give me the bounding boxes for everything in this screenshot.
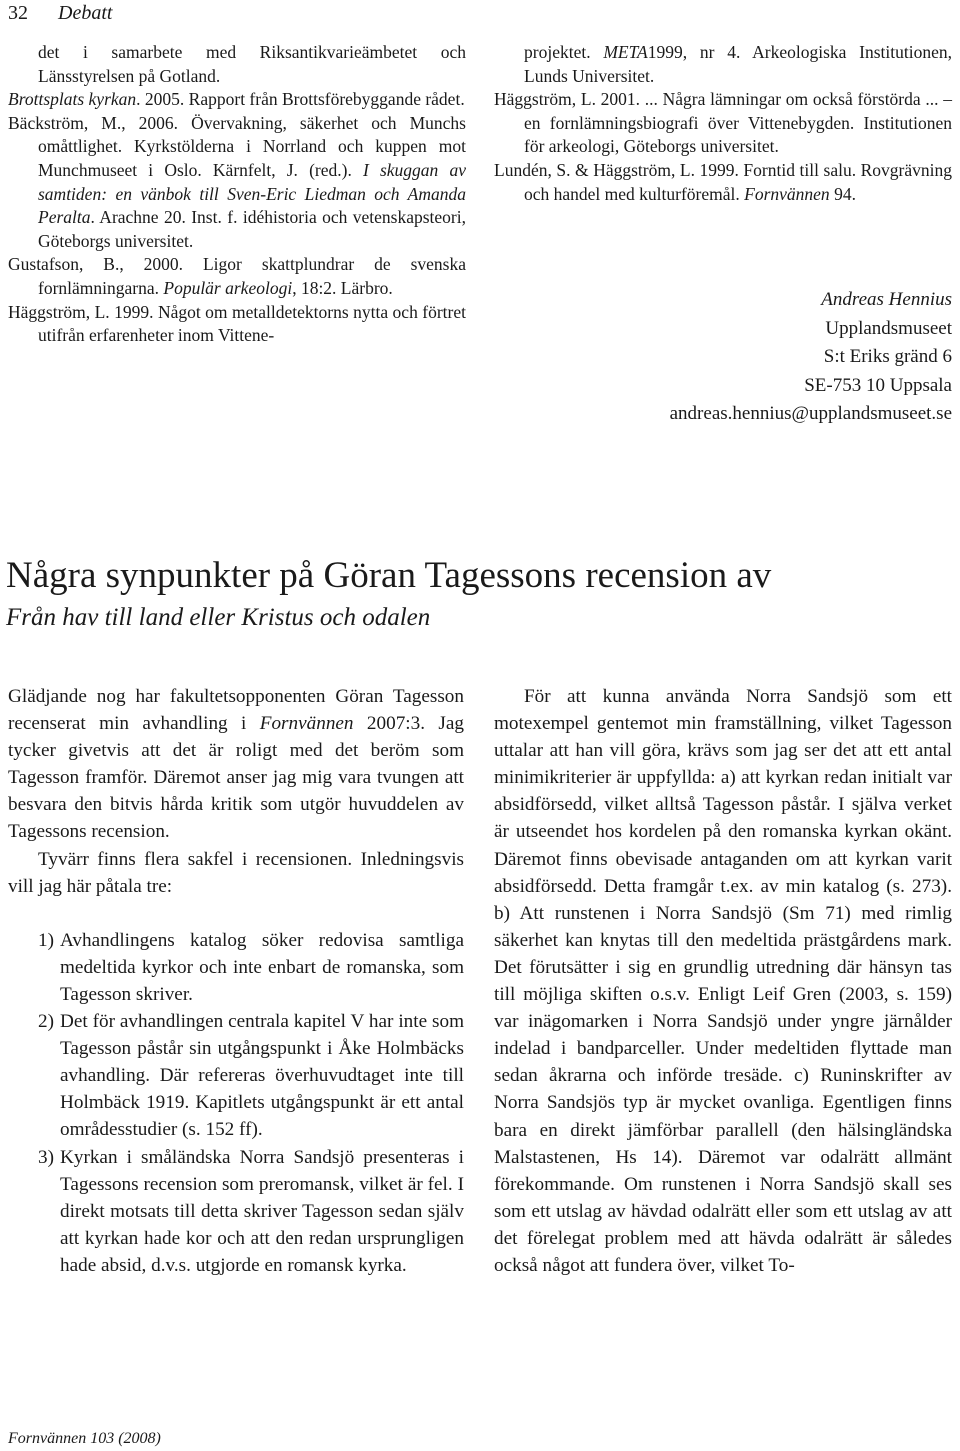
body-left-column — [8, 683, 464, 1279]
reference-text: 94. — [829, 183, 856, 204]
reference-text: Lundén, S. & Häggström, L. 1999. Forntid till salu. Rovgrävning och handel med kulturföremål. — [494, 159, 952, 204]
list-item-text: Avhandlingens katalog söker redovisa samtliga medeltida kyrkor och inte enbart de romanska, som Tagesson skriver. — [60, 929, 464, 1005]
reference-entry — [494, 159, 952, 206]
reference-continuation: det i samarbete med Riksantikvarieämbetet och Länsstyrelsen på Gotland. — [38, 42, 466, 86]
page-number: 32 — [8, 2, 28, 24]
section-title: Debatt — [58, 2, 113, 24]
article-subtitle: Från hav till land eller Kristus och odalen — [6, 604, 431, 631]
reference-entry — [8, 88, 466, 112]
paragraph: För att kunna använda Norra Sandsjö som ett motexempel gentemot min framställning, vilket Tagesson uttalar att han vill göra, krävs som jag ser det att ett antal minimikriterier är uppfyllda: a) att kyrkan redan initialt var absidförsedd, vilket alltså Tagesson påstår. I själva verket är utseendet hos kordelen på den romanska kyrkan okänt. Däremot finns obevisade antaganden om att kyrkan varit absidförsedd. Detta framgår t.ex. av min katalog (s. 273). b) Att runstenen i Norra Sandsjö (Sm 71) med rimlig säkerhet kan knytas till den medeltida prästgårdens mark. Det förutsätter i sig en grundlig utredning där hänsyn tas till möjliga skiften o.s.v. Enligt Leif Gren (2003, s. 159) var inägomarken i Norra Sandsjö under yngre järnålder indelad i bandparceller. Under medeltiden flyttade man sedan åkrarna och införde tresäde. c) Runinskrifter av Norra Sandsjös typ är mycket ovanliga. Egentligen finns bara en direkt jämförbar parallell (den hälsingländska Malstastenen, Hs 14). Däremot var odalrätt allmänt förekommande. Om runstenen i Norra Sandsjö skall ses som ett utslag av hävdad odalrätt eller som ett utslag av att det förelegat problem med att hävda odalrätt är således också något att fundera över, vilket To- — [494, 686, 952, 1276]
list-marker: 1) — [38, 929, 54, 951]
author-org: Upplandsmuseet — [825, 317, 952, 339]
list-item-text: Det för avhandlingen centrala kapitel V har inte som Tagesson påstår sin utgångspunkt i Åke Holmbäcks avhandling. Där refereras överhuvudtaget inte till Holmbäck 1919. Kapitlets utgångspunkt är ett antal områdesstudier (s. 152 ff). — [60, 1011, 464, 1141]
spacer — [8, 900, 464, 927]
paragraph-text: Glädjande nog har fakultetsopponenten Göran Tagesson recenserat min avhandling i — [8, 686, 464, 735]
list-marker: 2) — [38, 1011, 54, 1033]
reference-text: , 18:2. Lärbro. — [292, 277, 393, 298]
list-marker: 3) — [38, 1146, 54, 1168]
reference-title: Brottsplats kyrkan — [8, 89, 137, 110]
author-signature — [670, 286, 952, 429]
list-item-text: Kyrkan i småländska Norra Sandsjö presenteras i Tagessons recension som preromansk, vilket är fel. I direkt motsats till detta skriver Tagesson sedan själv att kyrkan hade kor och att den redan ursprungligen hade absid, d.v.s. utgjorde en romansk kyrka. — [60, 1146, 464, 1276]
page-footer: Fornvännen 103 (2008) — [8, 1430, 161, 1447]
author-city: SE-753 10 Uppsala — [804, 374, 952, 396]
author-email: andreas.hennius@upplandsmuseet.se — [669, 403, 952, 424]
journal-name: Fornvännen — [259, 713, 354, 735]
list-item — [8, 1144, 464, 1279]
reference-text: . 2005. Rapport från Brottsförebyggande rådet. — [136, 89, 465, 110]
reference-text: Bäckström, M., 2006. Övervakning, säkerhet och Munchs omåttlighet. Kyrkstölderna i Norrland och kuppen mot Munchmuseet i Oslo. Kärnfelt, J. (red.). — [8, 112, 466, 180]
reference-entry — [8, 253, 466, 300]
reference-text: 1999, nr 4. Arkeologiska Institutionen, Lunds Universitet. — [524, 42, 952, 86]
author-street: S:t Eriks gränd 6 — [823, 346, 952, 367]
reference-title: I skuggan av samtiden: en vänbok till Sven-Eric Liedman och Amanda Peralta — [38, 159, 466, 228]
page-header — [8, 0, 112, 26]
reference-continuation — [494, 41, 952, 88]
author-name: Andreas Hennius — [821, 289, 952, 310]
paragraph: Tyvärr finns flera sakfel i recensionen. Inledningsvis vill jag här påtala tre: — [8, 848, 464, 897]
reference-text: projektet. — [524, 42, 604, 62]
reference-title: Populär arkeologi — [163, 277, 293, 298]
article-title: Några synpunkter på Göran Tagessons recension av — [6, 555, 772, 596]
reference-text: Gustafson, B., 2000. Ligor skattplundrar de svenska fornlämningarna. — [8, 254, 466, 298]
body-right-column — [494, 683, 952, 1279]
references-right-column — [494, 41, 952, 206]
reference-entry: Häggström, L. 2001. ... Några lämningar om också förstörda ... – en fornlämningsbiografi över Vittenebygden. Institutionen för arkeologi, Göteborgs universitet. — [494, 89, 952, 157]
paragraph-text: 2007:3. Jag tycker givetvis att det är roligt med det beröm som Tagesson framför. Däremot anser jag mig vara tvungen att besvara den bitvis hårda kritik som utgör huvuddelen av Tagessons recension. — [8, 713, 464, 843]
references-left-column — [8, 41, 466, 348]
reference-entry — [8, 112, 466, 254]
reference-entry: Häggström, L. 1999. Något om metalldetektorns nytta och förtret utifrån erfarenheter inom Vittene- — [8, 301, 466, 346]
paragraph — [8, 683, 464, 846]
list-item — [8, 927, 464, 1008]
reference-text: . Arachne 20. Inst. f. idéhistoria och vetenskapsteori, Göteborgs universitet. — [38, 207, 466, 251]
list-item — [8, 1008, 464, 1143]
reference-title: Fornvännen — [744, 183, 830, 204]
reference-title: META — [603, 42, 648, 62]
